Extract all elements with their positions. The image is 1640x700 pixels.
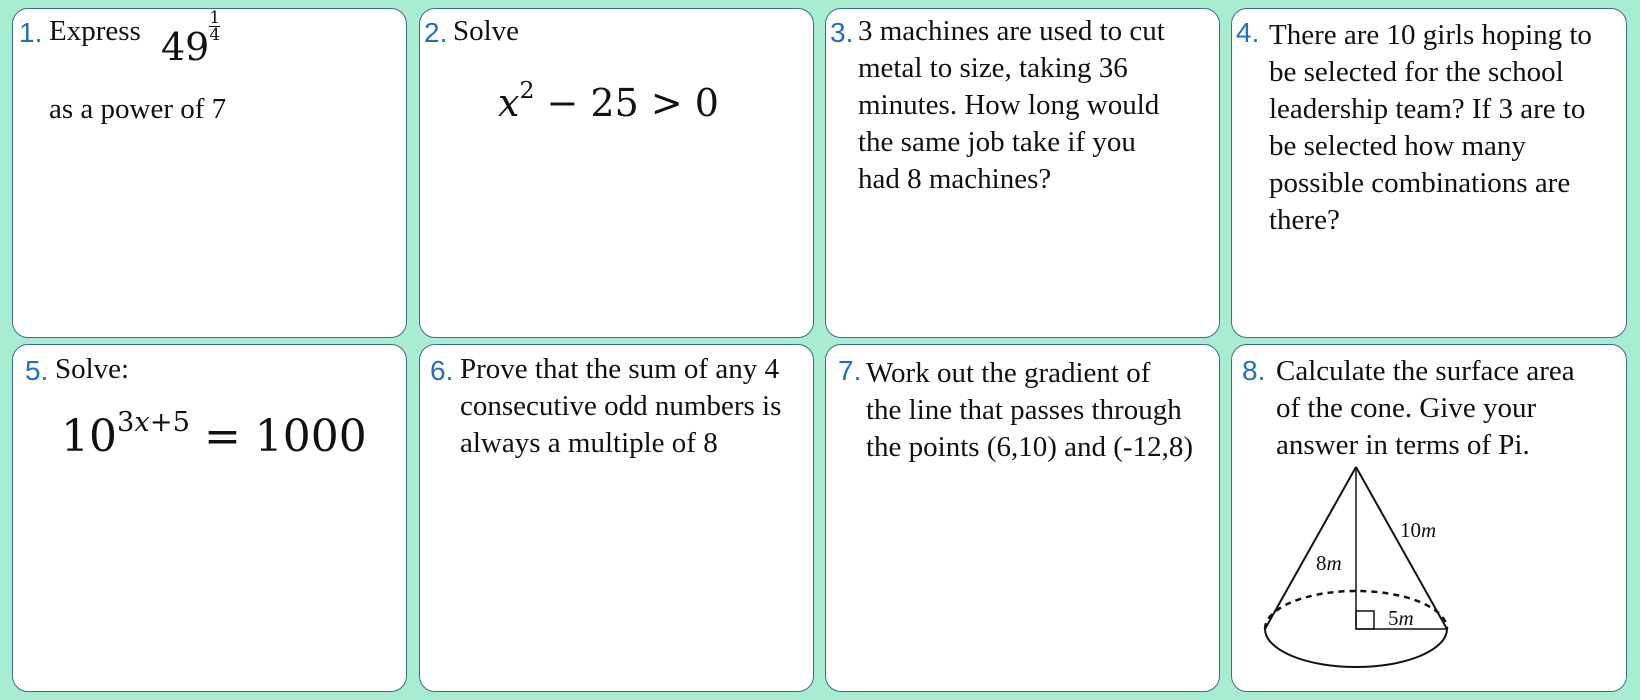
question-label: Solve [453,15,520,47]
text-line: leadership team? If 3 are to [1269,93,1586,125]
cone-front-rim [1265,629,1447,667]
question-text [858,13,1165,198]
question-number: 8. [1242,355,1266,386]
fraction-exponent [209,8,221,45]
text-line: consecutive odd numbers is [460,390,782,422]
text-line: answer in terms of Pi. [1276,429,1530,461]
question-label: Solve: [55,353,130,385]
fraction-denominator: 4 [209,25,221,45]
question-number: 3. [830,17,854,48]
text-line: be selected for the school [1269,56,1564,88]
text-line: possible combinations are [1269,167,1571,199]
math-base: 10 [61,411,117,462]
exponent-constant: +5 [149,406,190,438]
question-text [866,355,1193,466]
question-label: Express [49,15,141,47]
text-line: Prove that the sum of any 4 [460,353,779,385]
math-rest: − 25 > 0 [546,81,719,125]
math-exponent: 2 [519,76,535,105]
text-line: There are 10 girls hoping to [1269,19,1592,51]
question-card-3 [825,8,1220,338]
text-line: Work out the gradient of [866,357,1151,389]
exponent-variable: x [134,406,150,438]
text-line: be selected how many [1269,130,1526,162]
question-card-7 [825,344,1220,692]
question-number: 4. [1236,17,1260,48]
question-number: 5. [25,355,49,386]
radius-label [1388,606,1414,630]
right-angle-marker [1356,611,1374,629]
text-line: the line that passes through [866,394,1182,426]
height-unit: m [1326,551,1342,575]
question-number: 2. [424,17,448,48]
exponent-coefficient: 3 [117,406,135,438]
slant-unit: m [1421,518,1437,542]
radius-value: 5 [1388,606,1399,630]
text-line: minutes. How long would [858,89,1160,121]
text-line: had 8 machines? [858,163,1052,195]
math-variable: x [498,81,520,125]
question-card-1 [12,8,407,338]
text-line: 3 machines are used to cut [858,15,1165,47]
math-exponent [117,407,190,438]
fraction-numerator: 1 [209,8,221,28]
text-line: there? [1269,204,1340,236]
question-number: 7. [838,355,862,386]
math-expression [61,406,367,462]
question-number: 6. [430,355,454,386]
question-card-4 [1231,8,1627,338]
cone-left-edge [1265,467,1356,629]
cone-right-edge [1356,467,1447,629]
slant-value: 10 [1400,518,1421,542]
text-line: Calculate the surface area [1276,355,1575,387]
text-line: the same job take if you [858,126,1136,158]
question-card-8 [1231,344,1627,692]
question-card-6 [419,344,814,692]
radius-unit: m [1398,606,1414,630]
question-text [460,351,781,462]
question-card-2 [419,8,814,338]
math-base: 49 [161,25,210,69]
height-label [1316,551,1342,575]
text-line: always a multiple of 8 [460,427,718,459]
text-line: metal to size, taking 36 [858,52,1128,84]
question-text [1269,17,1592,239]
text-line: of the cone. Give your [1276,392,1537,424]
math-expression [161,8,221,69]
math-rest: = 1000 [203,411,367,462]
height-value: 8 [1316,551,1327,575]
cone-diagram [1232,345,1628,693]
question-number: 1. [19,17,43,48]
question-text: as a power of 7 [49,93,227,125]
text-line: the points (6,10) and (-12,8) [866,431,1193,463]
slant-label [1400,518,1436,542]
math-expression [498,76,719,125]
question-card-5 [12,344,407,692]
